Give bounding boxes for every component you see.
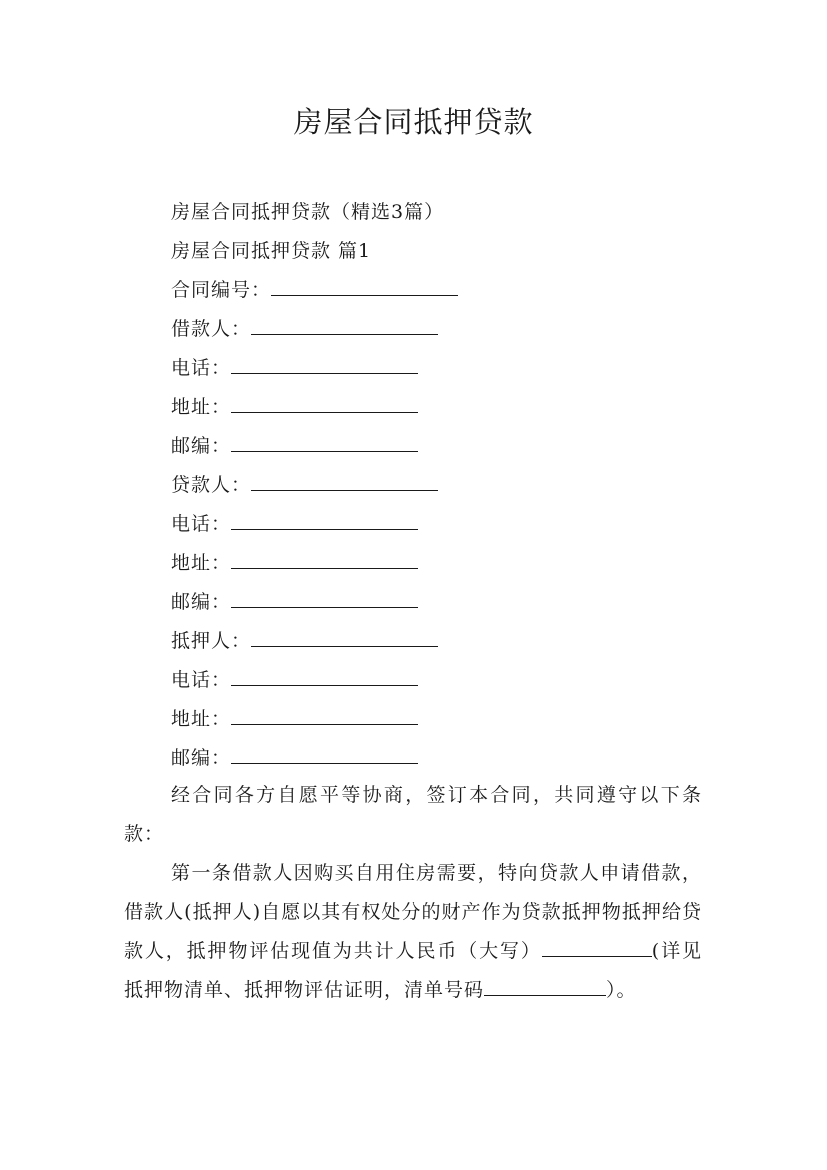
- field-label: 电话：: [171, 669, 232, 691]
- field-lender-phone: [171, 511, 418, 537]
- field-label: 合同编号：: [171, 279, 272, 301]
- field-mortgagor: [171, 628, 438, 654]
- field-label: 借款人：: [171, 318, 252, 340]
- field-label: 地址：: [171, 708, 232, 730]
- field-label: 电话：: [171, 357, 232, 379]
- clause-1-paragraph: [124, 854, 702, 1010]
- mortgagor-address-blank: [231, 706, 418, 725]
- field-label: 地址：: [171, 552, 232, 574]
- subtitle-line: 房屋合同抵押贷款（精选3篇）: [171, 201, 445, 223]
- borrower-postcode-blank: [231, 433, 418, 452]
- field-mortgagor-phone: [171, 667, 418, 693]
- field-label: 邮编：: [171, 747, 232, 769]
- field-label: 抵押人：: [171, 630, 252, 652]
- field-borrower: [171, 316, 438, 342]
- field-label: 贷款人：: [171, 474, 252, 496]
- borrower-blank: [251, 316, 438, 335]
- mortgagor-blank: [251, 628, 438, 647]
- field-lender-address: [171, 550, 418, 576]
- amount-blank: [542, 940, 652, 957]
- field-borrower-address: [171, 394, 418, 420]
- clause-1-text-b: (详见抵押物清单、抵押物评估证明，清单号码: [124, 940, 702, 1001]
- field-label: 电话：: [171, 513, 232, 535]
- document-title: 房屋合同抵押贷款: [293, 105, 534, 139]
- field-label: 邮编：: [171, 591, 232, 613]
- field-borrower-postcode: [171, 433, 418, 459]
- list-number-blank: [484, 979, 606, 996]
- lender-blank: [251, 472, 438, 491]
- contract-number-blank: [271, 277, 458, 296]
- mortgagor-postcode-blank: [231, 745, 418, 764]
- borrower-phone-blank: [231, 355, 418, 374]
- section-heading: 房屋合同抵押贷款 篇1: [171, 240, 372, 262]
- field-mortgagor-address: [171, 706, 418, 732]
- lender-phone-blank: [231, 511, 418, 530]
- field-lender-postcode: [171, 589, 418, 615]
- field-borrower-phone: [171, 355, 418, 381]
- clause-1-text-a: 第一条借款人因购买自用住房需要，特向贷款人申请借款，借款人(抵押人)自愿以其有权处分的财产作为贷款抵押物抵押给贷款人，抵押物评估现值为共计人民币（大写）: [124, 862, 702, 962]
- borrower-address-blank: [231, 394, 418, 413]
- field-mortgagor-postcode: [171, 745, 418, 771]
- lender-address-blank: [231, 550, 418, 569]
- field-label: 邮编：: [171, 435, 232, 457]
- field-contract-number: [171, 277, 458, 303]
- mortgagor-phone-blank: [231, 667, 418, 686]
- clause-1-text-c: ）。: [606, 979, 637, 1001]
- intro-paragraph: 经合同各方自愿平等协商，签订本合同，共同遵守以下条款：: [124, 784, 702, 845]
- field-label: 地址：: [171, 396, 232, 418]
- field-lender: [171, 472, 438, 498]
- lender-postcode-blank: [231, 589, 418, 608]
